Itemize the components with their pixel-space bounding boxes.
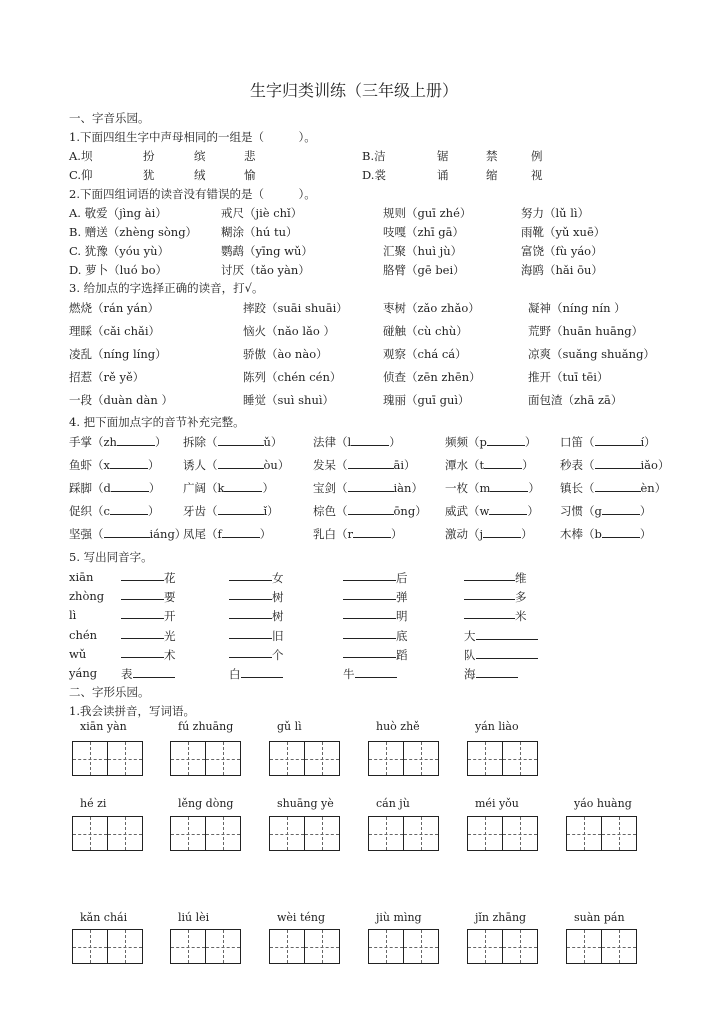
q6-writing-grid[interactable] bbox=[170, 741, 241, 776]
grid-square[interactable] bbox=[369, 930, 404, 963]
q3-pinyin-choice[interactable]: 凌乱（níng líng） bbox=[69, 347, 167, 361]
q6-pinyin: kǎn chái bbox=[80, 911, 128, 924]
q3-pinyin-choice[interactable]: 陈列（chén cén） bbox=[243, 370, 342, 384]
q2-option-word: A. 敬爱（jìng ài） bbox=[69, 206, 167, 220]
grid-square[interactable] bbox=[270, 742, 305, 775]
q5-answer-blank[interactable] bbox=[121, 628, 164, 639]
q4-answer-blank[interactable] bbox=[104, 527, 150, 538]
q5-char: 米 bbox=[515, 609, 527, 623]
grid-square[interactable] bbox=[567, 930, 602, 963]
q5-answer-blank[interactable] bbox=[133, 667, 175, 678]
q4-answer-blank[interactable] bbox=[110, 458, 148, 469]
q6-writing-grid[interactable] bbox=[170, 816, 241, 851]
q1-option-char: D.裳 bbox=[362, 168, 386, 182]
q5-answer-blank[interactable] bbox=[229, 570, 272, 581]
q4-suffix: ） bbox=[528, 481, 540, 495]
q4-syllable-item[interactable] bbox=[560, 457, 669, 473]
q4-answer-blank[interactable] bbox=[111, 481, 149, 492]
grid-square[interactable] bbox=[503, 817, 537, 850]
q4-syllable-item[interactable] bbox=[69, 480, 160, 496]
q6-pinyin: hé zi bbox=[80, 797, 107, 810]
q4-prefix: 牙齿（ bbox=[183, 504, 218, 518]
q4-answer-blank[interactable] bbox=[110, 504, 148, 515]
q4-syllable-item[interactable] bbox=[445, 503, 539, 519]
grid-square[interactable] bbox=[305, 742, 339, 775]
grid-square[interactable] bbox=[468, 742, 503, 775]
q5-prompt: 5. 写出同音字。 bbox=[69, 550, 153, 564]
q2-option-word: 讨厌（tǎo yàn） bbox=[221, 263, 310, 277]
q4-prefix: 诱人（ bbox=[183, 458, 218, 472]
q6-pinyin: méi yǒu bbox=[475, 797, 519, 810]
q3-pinyin-choice[interactable]: 摔跤（suāi shuāi） bbox=[243, 301, 348, 315]
q5-char: 多 bbox=[515, 590, 527, 604]
q5-answer-blank[interactable] bbox=[343, 589, 396, 600]
grid-square[interactable] bbox=[206, 930, 240, 963]
grid-square[interactable] bbox=[73, 742, 108, 775]
q1-option-char: 诵 bbox=[437, 168, 449, 182]
q4-suffix: ） bbox=[527, 504, 539, 518]
q4-prefix: 口笛（ bbox=[560, 435, 595, 449]
q4-prefix: 秒表（ bbox=[560, 458, 595, 472]
q3-pinyin-choice[interactable]: 招惹（rě yě） bbox=[69, 370, 145, 384]
q6-pinyin: yán liào bbox=[475, 720, 519, 733]
grid-square[interactable] bbox=[73, 817, 108, 850]
q6-pinyin: huò zhě bbox=[376, 720, 420, 733]
q4-syllable-item[interactable] bbox=[560, 503, 651, 519]
q4-suffix: iàn） bbox=[393, 481, 423, 495]
q2-prompt: 2.下面四组词语的读音没有错误的是（ ）。 bbox=[69, 187, 316, 201]
q1-option-char: 绒 bbox=[194, 168, 206, 182]
q5-char: 牛 bbox=[343, 666, 397, 682]
grid-square[interactable] bbox=[468, 817, 503, 850]
q5-char: 弹 bbox=[396, 590, 408, 604]
q3-pinyin-choice[interactable]: 凝神（níng nín ） bbox=[528, 301, 626, 315]
q5-char: 后 bbox=[396, 571, 408, 585]
q4-suffix: ） bbox=[147, 504, 160, 518]
q4-suffix: ） bbox=[639, 527, 652, 541]
q3-pinyin-choice[interactable]: 侦查（zēn zhēn） bbox=[383, 370, 481, 384]
q2-option-word: B. 赠送（zhèng sòng） bbox=[69, 225, 198, 239]
q5-answer-blank[interactable] bbox=[229, 589, 272, 600]
q5-pinyin: wǔ bbox=[69, 647, 87, 661]
grid-square[interactable] bbox=[305, 817, 339, 850]
q4-syllable-item[interactable] bbox=[183, 526, 271, 542]
grid-square[interactable] bbox=[270, 930, 305, 963]
q3-prompt: 3. 给加点的字选择正确的读音，打√。 bbox=[69, 281, 264, 295]
grid-square[interactable] bbox=[404, 817, 438, 850]
q3-pinyin-choice[interactable]: 恼火（nǎo lǎo ） bbox=[243, 324, 335, 338]
q5-char: 明 bbox=[396, 609, 408, 623]
grid-square[interactable] bbox=[206, 742, 240, 775]
q6-pinyin: suàn pán bbox=[574, 911, 625, 924]
grid-square[interactable] bbox=[270, 817, 305, 850]
q1-prompt: 1.下面四组生字中声母相同的一组是（ ）。 bbox=[69, 130, 316, 144]
q3-pinyin-choice[interactable]: 一段（duàn dàn ） bbox=[69, 393, 173, 407]
q4-syllable-item[interactable] bbox=[560, 526, 651, 542]
q4-syllable-item[interactable] bbox=[183, 457, 289, 473]
grid-square[interactable] bbox=[171, 817, 206, 850]
q5-answer-blank[interactable] bbox=[355, 667, 397, 678]
q6-writing-grid[interactable] bbox=[368, 741, 439, 776]
grid-square[interactable] bbox=[206, 817, 240, 850]
q4-prefix: 坚强（ bbox=[69, 527, 104, 541]
q5-char: 花 bbox=[164, 571, 176, 585]
q4-answer-blank[interactable] bbox=[490, 481, 528, 492]
q4-syllable-item[interactable] bbox=[69, 434, 166, 450]
q4-answer-blank[interactable] bbox=[218, 435, 264, 446]
q4-suffix: ） bbox=[148, 458, 160, 472]
q2-option-word: 汇聚（huì jù） bbox=[383, 244, 463, 258]
q4-suffix: ） bbox=[639, 504, 652, 518]
q2-option-word: 海鸥（hǎi ōu） bbox=[521, 263, 603, 277]
q2-option-word: C. 犹豫（yóu yù） bbox=[69, 244, 170, 258]
q6-writing-grid[interactable] bbox=[170, 929, 241, 964]
q5-pinyin: chén bbox=[69, 628, 98, 642]
q3-pinyin-choice[interactable]: 理睬（cǎi chǎi） bbox=[69, 324, 161, 338]
q5-answer-blank[interactable] bbox=[121, 647, 164, 658]
q5-char: 旧 bbox=[272, 629, 284, 643]
q2-option-word: 雨靴（yǔ xuē） bbox=[521, 225, 606, 239]
q6-writing-grid[interactable] bbox=[269, 816, 340, 851]
q6-writing-grid[interactable] bbox=[72, 929, 143, 964]
q5-char: 蹈 bbox=[396, 648, 408, 662]
q4-answer-blank[interactable] bbox=[595, 435, 641, 446]
q4-prefix: 威武（w bbox=[445, 504, 490, 518]
page-title: 生字归类训练（三年级上册） bbox=[250, 81, 459, 100]
q4-prefix: 促织（c bbox=[69, 504, 110, 518]
q3-pinyin-choice[interactable]: 瑰丽（guī guì） bbox=[383, 393, 470, 407]
q4-suffix: ） bbox=[262, 481, 274, 495]
q3-pinyin-choice[interactable]: 面包渣（zhā zā） bbox=[528, 393, 623, 407]
grid-square[interactable] bbox=[404, 742, 438, 775]
grid-square[interactable] bbox=[602, 817, 636, 850]
q4-suffix: iáng） bbox=[149, 527, 187, 541]
q5-answer-blank[interactable] bbox=[343, 628, 396, 639]
q1-option-char: C.仰 bbox=[69, 168, 93, 182]
q4-answer-blank[interactable] bbox=[353, 527, 391, 538]
q1-option-char: 锯 bbox=[437, 149, 449, 163]
q4-prefix: 宝剑（ bbox=[313, 481, 348, 495]
q4-syllable-item[interactable] bbox=[445, 480, 540, 496]
grid-square[interactable] bbox=[108, 930, 142, 963]
q4-suffix: ） bbox=[391, 527, 403, 541]
q4-syllable-item[interactable] bbox=[69, 457, 160, 473]
q1-option-char: 扮 bbox=[143, 149, 155, 163]
grid-square[interactable] bbox=[73, 930, 108, 963]
q4-syllable-item[interactable] bbox=[313, 434, 401, 450]
q5-answer-blank[interactable] bbox=[241, 667, 283, 678]
q5-char: 要 bbox=[164, 590, 176, 604]
q4-answer-blank[interactable] bbox=[348, 458, 394, 469]
q5-answer-blank[interactable] bbox=[476, 667, 518, 678]
q6-writing-grid[interactable] bbox=[269, 929, 340, 964]
q1-option-char: 缩 bbox=[486, 168, 498, 182]
q5-char: 大 bbox=[464, 628, 538, 644]
q6-pinyin: fú zhuāng bbox=[178, 720, 234, 733]
grid-square[interactable] bbox=[567, 817, 602, 850]
q2-option-word: 规则（guī zhé） bbox=[383, 206, 472, 220]
q1-option-char: 例 bbox=[531, 149, 543, 163]
q3-pinyin-choice[interactable]: 荒野（huān huāng） bbox=[528, 324, 644, 338]
q4-syllable-item[interactable] bbox=[183, 503, 279, 519]
q6-writing-grid[interactable] bbox=[368, 929, 439, 964]
q5-pinyin: zhòng bbox=[69, 589, 105, 603]
q4-suffix: ） bbox=[521, 527, 533, 541]
q6-pinyin: jǐn zhāng bbox=[475, 911, 527, 924]
grid-square[interactable] bbox=[503, 930, 537, 963]
q4-syllable-item[interactable] bbox=[69, 503, 159, 519]
q4-suffix: iǎo） bbox=[640, 458, 670, 472]
q4-answer-blank[interactable] bbox=[483, 527, 521, 538]
q4-suffix: òu） bbox=[263, 458, 290, 472]
q4-suffix: ） bbox=[522, 458, 534, 472]
q2-option-word: 富饶（fù yáo） bbox=[521, 244, 603, 258]
q1-option-char: 视 bbox=[531, 168, 543, 182]
q5-answer-blank[interactable] bbox=[343, 570, 396, 581]
q5-char: 树 bbox=[272, 590, 284, 604]
grid-square[interactable] bbox=[503, 742, 537, 775]
q5-char: 维 bbox=[515, 571, 527, 585]
q5-answer-blank[interactable] bbox=[476, 629, 538, 640]
q5-char: 白 bbox=[229, 666, 283, 682]
q6-pinyin: jiù mìng bbox=[376, 911, 422, 924]
section-1-heading: 一、字音乐园。 bbox=[69, 111, 150, 125]
grid-square[interactable] bbox=[602, 930, 636, 963]
q5-char: 海 bbox=[464, 666, 518, 682]
q4-suffix: ） bbox=[524, 435, 537, 449]
q6-writing-grid[interactable] bbox=[467, 929, 538, 964]
grid-square[interactable] bbox=[171, 742, 206, 775]
q6-writing-grid[interactable] bbox=[566, 929, 637, 964]
q5-char: 队 bbox=[464, 647, 538, 663]
q5-pinyin: lì bbox=[69, 608, 77, 622]
q2-option-word: 吱嘎（zhī gā） bbox=[383, 225, 465, 239]
q6-pinyin: cán jù bbox=[376, 797, 410, 810]
q3-pinyin-choice[interactable]: 燃烧（rán yán） bbox=[69, 301, 160, 315]
q5-answer-blank[interactable] bbox=[464, 589, 515, 600]
q4-answer-blank[interactable] bbox=[484, 458, 522, 469]
q4-syllable-item[interactable] bbox=[445, 526, 533, 542]
q4-prompt: 4. 把下面加点字的音节补充完整。 bbox=[69, 415, 245, 429]
q5-pinyin: yáng bbox=[69, 666, 98, 680]
q3-pinyin-choice[interactable]: 观察（chá cá） bbox=[383, 347, 467, 361]
q4-syllable-item[interactable] bbox=[313, 480, 423, 496]
q6-pinyin: liú lèi bbox=[178, 911, 210, 924]
q5-answer-blank[interactable] bbox=[464, 570, 515, 581]
q4-syllable-item[interactable] bbox=[183, 480, 274, 496]
grid-square[interactable] bbox=[404, 930, 438, 963]
section-2-heading: 二、字形乐园。 bbox=[69, 685, 150, 699]
q4-syllable-item[interactable] bbox=[560, 480, 666, 496]
q2-option-word: D. 萝卜（luó bo） bbox=[69, 263, 168, 277]
q4-syllable-item[interactable] bbox=[313, 457, 416, 473]
q4-suffix: ǐ） bbox=[263, 504, 279, 518]
grid-square[interactable] bbox=[171, 930, 206, 963]
q4-suffix: ） bbox=[259, 527, 272, 541]
q6-writing-grid[interactable] bbox=[368, 816, 439, 851]
q6-writing-grid[interactable] bbox=[269, 741, 340, 776]
q5-answer-blank[interactable] bbox=[343, 608, 396, 619]
q4-prefix: 手掌（zh bbox=[69, 435, 117, 449]
q1-option-char: 悲 bbox=[244, 149, 256, 163]
q1-option-char: 缤 bbox=[194, 149, 206, 163]
q4-syllable-item[interactable] bbox=[183, 434, 282, 450]
q4-answer-blank[interactable] bbox=[224, 481, 262, 492]
q6-writing-grid[interactable] bbox=[566, 816, 637, 851]
q3-pinyin-choice[interactable]: 枣树（zǎo zhǎo） bbox=[383, 301, 480, 315]
q6-writing-grid[interactable] bbox=[467, 741, 538, 776]
grid-square[interactable] bbox=[468, 930, 503, 963]
q4-suffix: ） bbox=[389, 435, 401, 449]
q2-option-word: 胳臂（gē bei） bbox=[383, 263, 465, 277]
q4-suffix: í） bbox=[640, 435, 656, 449]
q4-prefix: 激动（j bbox=[445, 527, 484, 541]
q1-option-char: B.洁 bbox=[362, 149, 386, 163]
q1-option-char: 犹 bbox=[143, 168, 155, 182]
q4-prefix: 棕色（ bbox=[313, 504, 348, 518]
q5-char: 开 bbox=[164, 609, 176, 623]
q2-option-word: 戒尺（jiè chǐ） bbox=[221, 206, 303, 220]
q5-answer-blank[interactable] bbox=[343, 647, 396, 658]
q3-pinyin-choice[interactable]: 凉爽（suǎng shuǎng） bbox=[528, 347, 655, 361]
q3-pinyin-choice[interactable]: 推开（tuī tēi） bbox=[528, 370, 609, 384]
q5-char: 术 bbox=[164, 648, 176, 662]
q5-answer-blank[interactable] bbox=[229, 628, 272, 639]
q4-prefix: 凤尾（f bbox=[183, 527, 222, 541]
q4-syllable-item[interactable] bbox=[69, 526, 186, 542]
grid-square[interactable] bbox=[369, 817, 404, 850]
q6-pinyin: lěng dòng bbox=[178, 797, 234, 810]
q4-prefix: 拆除（ bbox=[183, 435, 218, 449]
q5-char: 女 bbox=[272, 571, 284, 585]
q4-suffix: āi） bbox=[393, 458, 416, 472]
q2-option-word: 糊涂（hú tu） bbox=[221, 225, 298, 239]
q6-writing-grid[interactable] bbox=[72, 741, 143, 776]
q3-pinyin-choice[interactable]: 睡觉（suì shuì） bbox=[243, 393, 335, 407]
q4-answer-blank[interactable] bbox=[218, 504, 264, 515]
q5-answer-blank[interactable] bbox=[464, 608, 515, 619]
q4-syllable-item[interactable] bbox=[313, 526, 403, 542]
q4-prefix: 鱼虾（x bbox=[69, 458, 110, 472]
q4-answer-blank[interactable] bbox=[222, 527, 260, 538]
q6-pinyin: wèi téng bbox=[277, 911, 325, 924]
q4-answer-blank[interactable] bbox=[602, 527, 640, 538]
q6-pinyin: gǔ lì bbox=[277, 720, 302, 733]
q4-prefix: 习惯（g bbox=[560, 504, 602, 518]
q4-answer-blank[interactable] bbox=[487, 435, 525, 446]
q4-prefix: 乳白（r bbox=[313, 527, 353, 541]
q4-suffix: ōng） bbox=[393, 504, 427, 518]
q5-answer-blank[interactable] bbox=[121, 608, 164, 619]
q5-char: 树 bbox=[272, 609, 284, 623]
q2-option-word: 鹦鹉（yīng wǔ） bbox=[221, 244, 313, 258]
q6-prompt: 1.我会读拼音，写词语。 bbox=[69, 704, 195, 718]
q4-prefix: 频频（p bbox=[445, 435, 487, 449]
q4-suffix: èn） bbox=[640, 481, 667, 495]
q6-writing-grid[interactable] bbox=[467, 816, 538, 851]
q4-prefix: 发呆（ bbox=[313, 458, 348, 472]
q5-char: 个 bbox=[272, 648, 284, 662]
q4-prefix: 广阔（k bbox=[183, 481, 225, 495]
grid-square[interactable] bbox=[108, 817, 142, 850]
q4-suffix: ） bbox=[154, 435, 167, 449]
q4-prefix: 潭水（t bbox=[445, 458, 485, 472]
q5-answer-blank[interactable] bbox=[121, 589, 164, 600]
q1-option-char: 愉 bbox=[244, 168, 256, 182]
q4-prefix: 法律（l bbox=[313, 435, 352, 449]
q4-syllable-item[interactable] bbox=[445, 457, 534, 473]
q4-answer-blank[interactable] bbox=[595, 458, 641, 469]
q4-syllable-item[interactable] bbox=[560, 434, 656, 450]
q5-answer-blank[interactable] bbox=[121, 570, 164, 581]
grid-square[interactable] bbox=[305, 930, 339, 963]
q5-answer-blank[interactable] bbox=[476, 648, 538, 659]
q5-char: 光 bbox=[164, 629, 176, 643]
q4-answer-blank[interactable] bbox=[351, 435, 389, 446]
q4-answer-blank[interactable] bbox=[117, 435, 155, 446]
q5-pinyin: xiān bbox=[69, 570, 94, 584]
q4-answer-blank[interactable] bbox=[218, 458, 264, 469]
grid-square[interactable] bbox=[108, 742, 142, 775]
q6-writing-grid[interactable] bbox=[72, 816, 143, 851]
q5-char: 表 bbox=[121, 666, 175, 682]
q4-prefix: 踩脚（d bbox=[69, 481, 111, 495]
q1-option-char: A.坝 bbox=[69, 149, 93, 163]
q6-pinyin: yáo huàng bbox=[574, 797, 632, 810]
q5-char: 底 bbox=[396, 629, 408, 643]
q4-suffix: ǔ） bbox=[263, 435, 283, 449]
q4-syllable-item[interactable] bbox=[445, 434, 536, 450]
q4-answer-blank[interactable] bbox=[348, 504, 394, 515]
q4-syllable-item[interactable] bbox=[313, 503, 427, 519]
q4-answer-blank[interactable] bbox=[489, 504, 527, 515]
q2-option-word: 努力（lǔ lì） bbox=[521, 206, 590, 220]
q4-prefix: 一枚（m bbox=[445, 481, 491, 495]
q4-prefix: 木棒（b bbox=[560, 527, 602, 541]
q6-pinyin: shuāng yè bbox=[277, 797, 334, 810]
q4-answer-blank[interactable] bbox=[348, 481, 394, 492]
q4-prefix: 镇长（ bbox=[560, 481, 595, 495]
q1-option-char: 禁 bbox=[486, 149, 498, 163]
q4-suffix: ） bbox=[148, 481, 161, 495]
q4-answer-blank[interactable] bbox=[595, 481, 641, 492]
q6-pinyin: xiān yàn bbox=[80, 720, 127, 733]
q3-pinyin-choice[interactable]: 碰触（cù chù） bbox=[383, 324, 468, 338]
q5-answer-blank[interactable] bbox=[229, 647, 272, 658]
q4-answer-blank[interactable] bbox=[602, 504, 640, 515]
q3-pinyin-choice[interactable]: 骄傲（ào nào） bbox=[243, 347, 328, 361]
q5-answer-blank[interactable] bbox=[229, 608, 272, 619]
grid-square[interactable] bbox=[369, 742, 404, 775]
